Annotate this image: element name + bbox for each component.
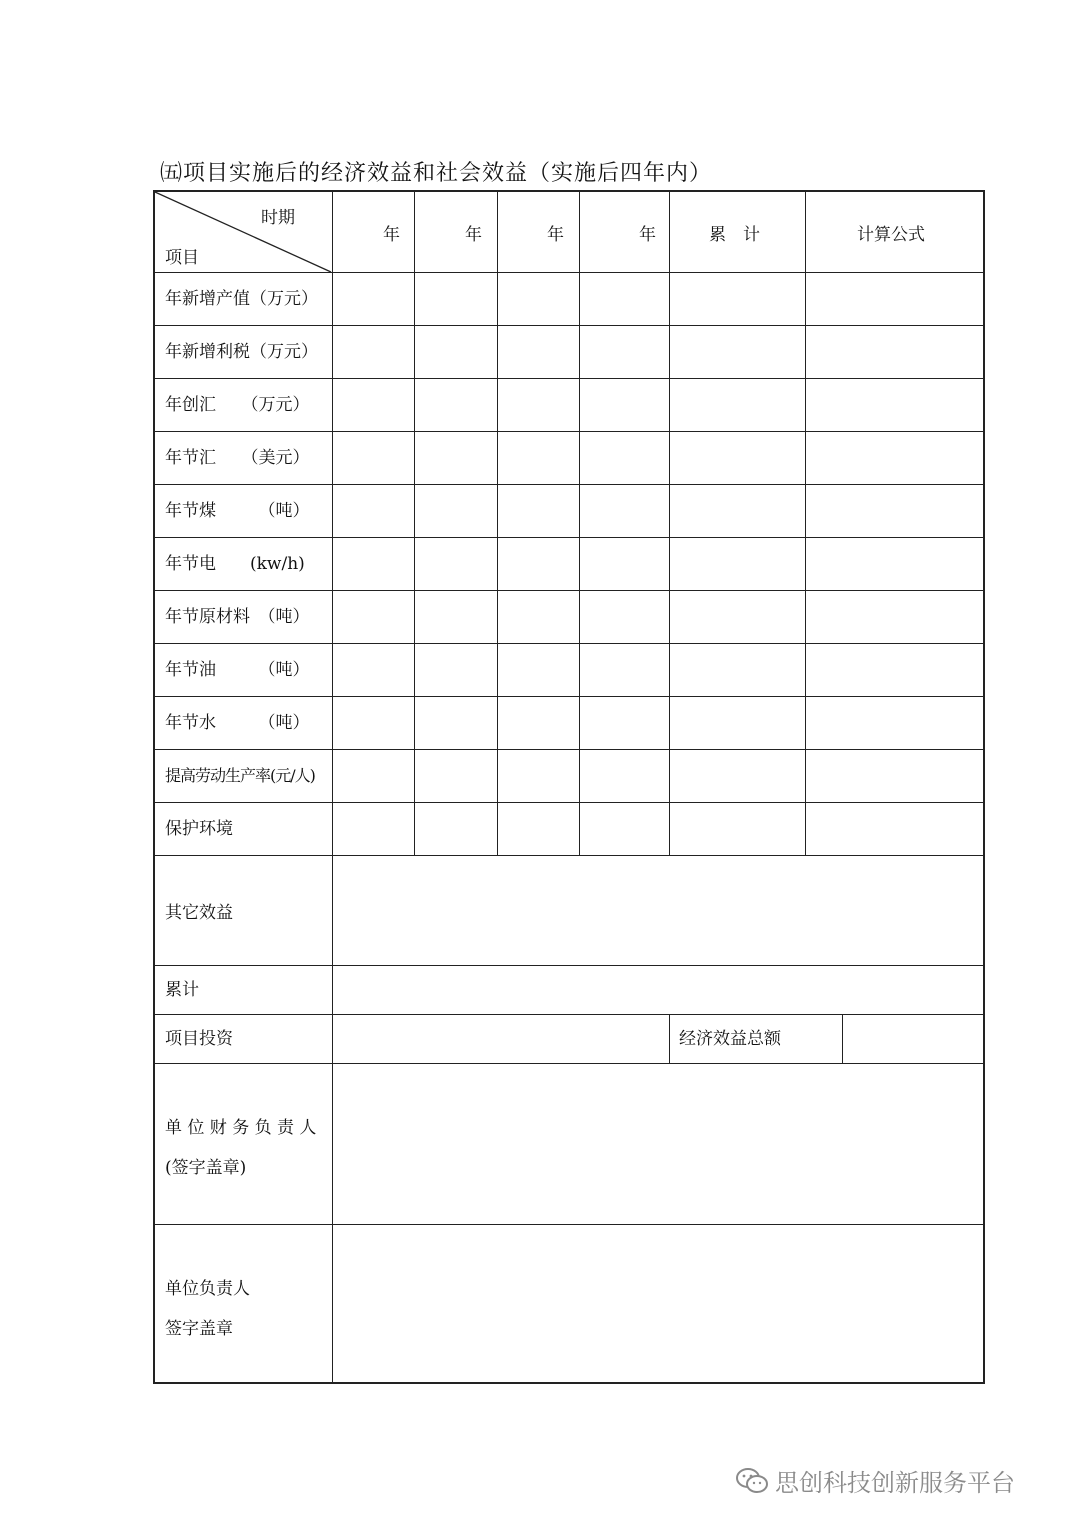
row-divider	[155, 590, 985, 591]
watermark	[735, 1463, 1015, 1498]
row-label: 年节电 (kw/h)	[165, 554, 305, 574]
form-title: ㈤项目实施后的经济效益和社会效益（实施后四年内）	[160, 161, 713, 186]
wechat-icon	[735, 1466, 769, 1496]
row-divider	[155, 749, 985, 750]
row-label: 年节煤 （吨）	[165, 501, 310, 521]
year-header-2: 年	[465, 225, 482, 245]
unit-head-sign-label: 签字盖章	[165, 1319, 233, 1339]
year-header-3: 年	[547, 225, 564, 245]
column-divider	[805, 192, 806, 855]
corner-item-label: 项目	[165, 248, 199, 268]
finance-head-label: 单 位 财 务 负 责 人	[165, 1118, 317, 1138]
watermark-text: 思创科技创新服务平台	[775, 1469, 1015, 1497]
finance-head-sign-label: (签字盖章)	[165, 1158, 247, 1178]
column-divider	[579, 192, 580, 855]
row-label: 年节汇 （美元）	[165, 448, 310, 468]
row-label: 保护环境	[165, 819, 233, 839]
row-label: 年创汇 （万元）	[165, 395, 310, 415]
row-divider	[155, 1014, 985, 1015]
unit-head-label: 单位负责人	[165, 1279, 250, 1299]
investment-label: 项目投资	[165, 1029, 233, 1049]
row-divider	[155, 1224, 985, 1225]
column-divider	[414, 192, 415, 855]
row-divider	[155, 965, 985, 966]
corner-period-label: 时期	[261, 208, 295, 228]
other-benefits-label: 其它效益	[165, 903, 233, 923]
row-label: 年节水 （吨）	[165, 713, 310, 733]
row-divider	[155, 325, 985, 326]
column-divider	[669, 192, 670, 855]
total-benefit-label: 经济效益总额	[679, 1029, 781, 1049]
row-divider	[155, 272, 985, 273]
row-divider	[155, 855, 985, 856]
column-divider	[842, 1014, 843, 1063]
column-divider	[332, 192, 333, 1384]
row-divider	[155, 484, 985, 485]
cumulative-label: 累计	[165, 980, 199, 1000]
row-divider	[155, 1063, 985, 1064]
cumulative-header: 累 计	[709, 225, 760, 245]
row-divider	[155, 696, 985, 697]
benefit-form-table	[153, 190, 985, 1384]
row-divider	[155, 431, 985, 432]
row-divider	[155, 378, 985, 379]
row-divider	[155, 643, 985, 644]
row-label: 年新增产值（万元）	[165, 289, 318, 309]
row-label: 年节原材料 （吨）	[165, 607, 310, 627]
row-label: 年节油 （吨）	[165, 660, 310, 680]
row-divider	[155, 537, 985, 538]
row-divider	[155, 802, 985, 803]
column-divider	[497, 192, 498, 855]
year-header-4: 年	[639, 225, 656, 245]
formula-header: 计算公式	[857, 225, 925, 245]
row-label: 提高劳动生产率(元/人)	[165, 766, 315, 785]
year-header-1: 年	[383, 225, 400, 245]
row-label: 年新增利税（万元）	[165, 342, 318, 362]
column-divider	[669, 1014, 670, 1063]
